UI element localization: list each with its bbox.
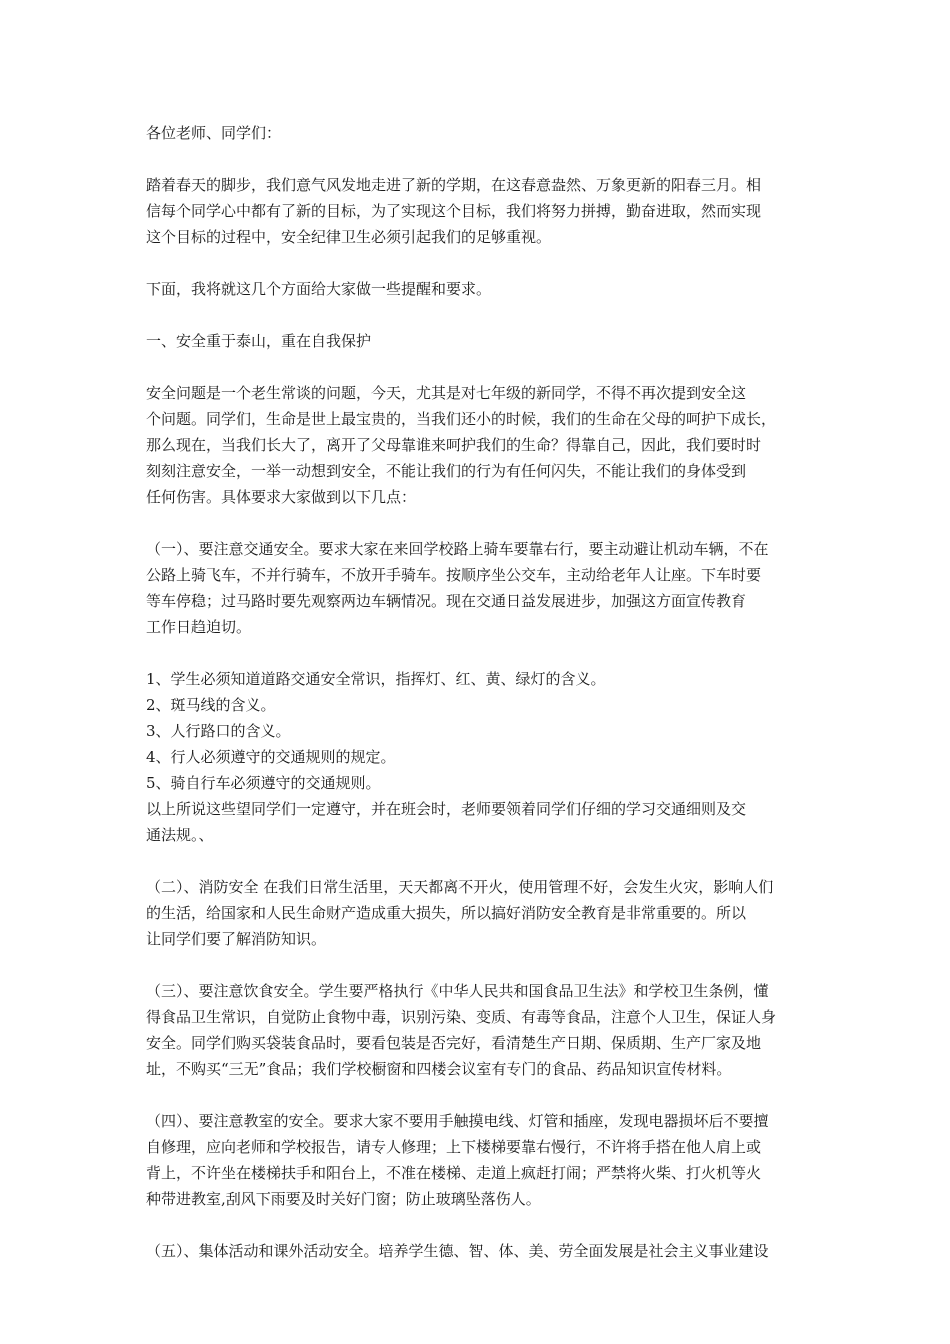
text-line: 刻刻注意安全，一举一动想到安全，不能让我们的行为有任何闪失，不能让我们的身体受到 — [146, 462, 747, 480]
text-line: 这个目标的过程中，安全纪律卫生必须引起我们的足够重视。 — [146, 228, 552, 246]
text-line: 公路上骑飞车，不并行骑车，不放开手骑车。按顺序坐公交车，主动给老年人让座。下车时要 — [146, 566, 762, 584]
transition-paragraph — [146, 276, 816, 302]
text-line: 安全问题是一个老生常谈的问题，今天，尤其是对七年级的新同学，不得不再次提到安全这 — [146, 384, 747, 402]
list-item: 2、斑马线的含义。 — [146, 696, 276, 714]
greeting — [146, 120, 816, 146]
food-safety-paragraph — [146, 978, 816, 1082]
activity-safety-paragraph — [146, 1238, 816, 1264]
text-line: 踏着春天的脚步，我们意气风发地走进了新的学期，在这春意盎然、万象更新的阳春三月。相 — [146, 176, 762, 194]
text-line: 信每个同学心中都有了新的目标，为了实现这个目标，我们将努力拼搏，勤奋进取，然而实现 — [146, 202, 762, 220]
safety-paragraph — [146, 380, 816, 510]
classroom-safety-paragraph — [146, 1108, 816, 1212]
text-line: 以上所说这些望同学们一定遵守，并在班会时，老师要领着同学们仔细的学习交通细则及交 — [146, 800, 747, 818]
text-line: （二）、消防安全 在我们日常生活里，天天都离不开火，使用管理不好，会发生火灾，影响人们 — [146, 878, 774, 896]
list-item: 5、骑自行车必须遵守的交通规则。 — [146, 774, 381, 792]
fire-safety-paragraph — [146, 874, 816, 952]
text-line: 个问题。同学们，生命是世上最宝贵的，当我们还小的时候，我们的生命在父母的呵护下成长， — [146, 410, 777, 428]
text-line: （三）、要注意饮食安全。学生要严格执行《中华人民共和国食品卫生法》和学校卫生条例，懂 — [146, 982, 769, 1000]
text-line: 址，不购买“三无”食品；我们学校橱窗和四楼会议室有专门的食品、药品知识宣传材料。 — [146, 1060, 732, 1078]
intro-paragraph — [146, 172, 816, 250]
section-heading — [146, 328, 816, 354]
list-item: 1、学生必须知道道路交通安全常识，指挥灯、红、黄、绿灯的含义。 — [146, 670, 606, 688]
document-page — [146, 120, 816, 1290]
text-line: 任何伤害。具体要求大家做到以下几点： — [146, 488, 417, 506]
text-line: 的生活，给国家和人民生命财产造成重大损失，所以搞好消防安全教育是非常重要的。所以 — [146, 904, 747, 922]
text-line: （四）、要注意教室的安全。要求大家不要用手触摸电线、灯管和插座，发现电器损坏后不要擅 — [146, 1112, 769, 1130]
text-line: 通法规。、 — [146, 826, 214, 844]
text-line: 安全。同学们购买袋装食品时，要看包装是否完好，看清楚生产日期、保质期、生产厂家及地 — [146, 1034, 762, 1052]
text-line: 让同学们要了解消防知识。 — [146, 930, 327, 948]
section-title: 一、安全重于泰山，重在自我保护 — [146, 332, 372, 350]
text-line: （一）、要注意交通安全。要求大家在来回学校路上骑车要靠右行，要主动避让机动车辆，不在 — [146, 540, 769, 558]
traffic-safety-paragraph — [146, 536, 816, 640]
text-line: 下面，我将就这几个方面给大家做一些提醒和要求。 — [146, 280, 492, 298]
traffic-rules-list — [146, 666, 816, 848]
text-line: 工作日趋迫切。 — [146, 618, 252, 636]
greeting-line: 各位老师、同学们： — [146, 124, 282, 142]
text-line: 得食品卫生常识，自觉防止食物中毒，识别污染、变质、有毒等食品，注意个人卫生，保证人身 — [146, 1008, 777, 1026]
text-line: 那么现在，当我们长大了，离开了父母靠谁来呵护我们的生命？得靠自己，因此，我们要时时 — [146, 436, 762, 454]
text-line: 自修理，应向老师和学校报告，请专人修理；上下楼梯要靠右慢行，不许将手搭在他人肩上或 — [146, 1138, 762, 1156]
text-line: 背上，不许坐在楼梯扶手和阳台上，不准在楼梯、走道上疯赶打闹；严禁将火柴、打火机等火 — [146, 1164, 762, 1182]
text-line: 种带进教室,刮风下雨要及时关好门窗；防止玻璃坠落伤人。 — [146, 1190, 541, 1208]
text-line: 等车停稳；过马路时要先观察两边车辆情况。现在交通日益发展进步，加强这方面宣传教育 — [146, 592, 747, 610]
list-item: 4、行人必须遵守的交通规则的规定。 — [146, 748, 396, 766]
text-line: （五）、集体活动和课外活动安全。培养学生德、智、体、美、劳全面发展是社会主义事业建设 — [146, 1242, 769, 1260]
list-item: 3、人行路口的含义。 — [146, 722, 291, 740]
